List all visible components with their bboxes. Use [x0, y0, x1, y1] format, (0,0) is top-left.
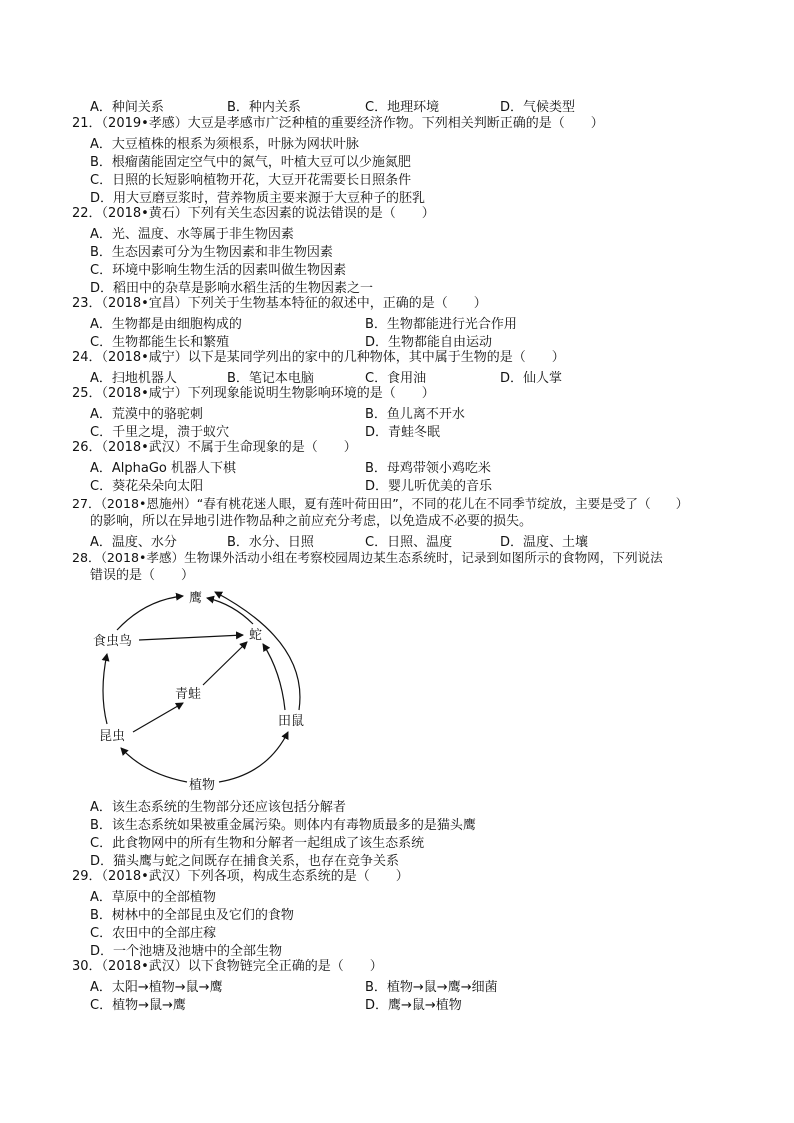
q30-option-a: A．太阳→植物→鼠→鹰	[90, 980, 223, 995]
q24-option-d: D．仙人掌	[500, 371, 563, 386]
q28-option-c: C．此食物网中的所有生物和分解者一起组成了该生态系统	[90, 836, 425, 851]
q25-option-c: C．千里之堤，溃于蚁穴	[90, 425, 230, 440]
q22-stem: 22．（2018•黄石）下列有关生态因素的说法错误的是（ ）	[72, 206, 435, 221]
q20-option-a: A．种间关系	[90, 100, 164, 115]
q29-option-c: C．农田中的全部庄稼	[90, 926, 217, 941]
q23-option-b: B．生物都能进行光合作用	[365, 317, 517, 332]
q23-option-d: D．生物都能自由运动	[365, 335, 493, 350]
arrow-insect-to-bird	[103, 654, 107, 724]
q27-stem-continued: 的影响，所以在异地引进作物品种之前应充分考虑，以免造成不必要的损失。	[90, 514, 533, 529]
arrow-bird-to-hawk	[117, 596, 183, 630]
q30-option-b: B．植物→鼠→鹰→细菌	[365, 980, 498, 995]
arrow-insect-to-frog	[133, 703, 183, 732]
q28-stem: 28．（2018•孝感）生物课外活动小组在考察校园周边某生态系统时，记录到如图所示的食物网，下列说法	[72, 550, 663, 565]
q23-stem: 23．（2018•宜昌）下列关于生物基本特征的叙述中，正确的是（ ）	[72, 296, 487, 311]
arrow-plant-to-vole	[219, 732, 288, 782]
q27-option-b: B．水分、日照	[227, 535, 314, 550]
food-web-svg	[85, 582, 325, 797]
arrow-bird-to-snake	[139, 635, 243, 640]
q22-option-d: D．稻田中的杂草是影响水稻生活的生物因素之一	[90, 281, 374, 296]
arrow-frog-to-snake	[203, 642, 247, 685]
q26-stem: 26．（2018•武汉）不属于生命现象的是（ ）	[72, 440, 357, 455]
q24-option-a: A．扫地机器人	[90, 371, 177, 386]
q28-stem-continued: 错误的是（ ）	[90, 568, 195, 583]
node-snake: 蛇	[249, 628, 263, 643]
q28-option-b: B．该生态系统如果被重金属污染。则体内有毒物质最多的是猫头鹰	[90, 818, 476, 833]
q30-option-d: D．鹰→鼠→植物	[365, 998, 462, 1013]
q20-option-c: C．地理环境	[365, 100, 440, 115]
node-insectivorous-bird: 食虫鸟	[93, 634, 133, 649]
q30-option-c: C．植物→鼠→鹰	[90, 998, 186, 1013]
q29-stem: 29．（2018•武汉）下列各项，构成生态系统的是（ ）	[72, 869, 409, 884]
q20-option-b: B．种内关系	[227, 100, 301, 115]
q24-stem: 24．（2018•咸宁）以下是某同学列出的家中的几种物体，其中属于生物的是（ ）	[72, 350, 565, 365]
q26-option-b: B．母鸡带领小鸡吃米	[365, 461, 491, 476]
node-plant: 植物	[189, 778, 216, 793]
q27-option-d: D．温度、土壤	[500, 535, 589, 550]
q24-option-b: B．笔记本电脑	[227, 371, 314, 386]
node-vole: 田鼠	[278, 714, 305, 729]
q26-option-c: C．葵花朵朵向太阳	[90, 479, 204, 494]
q22-option-c: C．环境中影响生物生活的因素叫做生物因素	[90, 263, 347, 278]
node-frog: 青蛙	[175, 687, 202, 702]
q26-option-d: D．婴儿听优美的音乐	[365, 479, 493, 494]
q23-option-c: C．生物都能生长和繁殖	[90, 335, 230, 350]
q27-option-a: A．温度、水分	[90, 535, 177, 550]
node-hawk: 鹰	[189, 591, 203, 606]
q25-option-b: B．鱼儿离不开水	[365, 407, 465, 422]
q30-stem: 30．（2018•武汉）以下食物链完全正确的是（ ）	[72, 959, 383, 974]
q27-option-c: C．日照、温度	[365, 535, 453, 550]
node-insect: 昆虫	[99, 729, 126, 744]
q24-option-c: C．食用油	[365, 371, 427, 386]
q22-option-a: A．光、温度、水等属于非生物因素	[90, 227, 294, 242]
arrow-vole-to-snake	[263, 644, 285, 710]
q20-option-d: D．气候类型	[500, 100, 576, 115]
q22-option-b: B．生态因素可分为生物因素和非生物因素	[90, 245, 333, 260]
q29-option-a: A．草原中的全部植物	[90, 890, 216, 905]
q25-option-a: A．荒漠中的骆驼刺	[90, 407, 203, 422]
q21-stem: 21．（2019•孝感）大豆是孝感市广泛种植的重要经济作物。下列相关判断正确的是（ ）	[72, 116, 604, 131]
q28-option-d: D．猫头鹰与蛇之间既存在捕食关系，也存在竞争关系	[90, 854, 400, 869]
q23-option-a: A．生物都是由细胞构成的	[90, 317, 242, 332]
food-web-diagram	[85, 582, 325, 797]
q26-option-a: A．AlphaGo 机器人下棋	[90, 461, 237, 476]
q21-option-a: A．大豆植株的根系为须根系，叶脉为网状叶脉	[90, 137, 359, 152]
q21-option-d: D．用大豆磨豆浆时，营养物质主要来源于大豆种子的胚乳	[90, 191, 426, 206]
q25-stem: 25．（2018•咸宁）下列现象能说明生物影响环境的是（ ）	[72, 386, 435, 401]
q27-stem: 27．（2018•恩施州）“春有桃花迷人眼，夏有莲叶荷田田”，不同的花儿在不同季节绽放，主要是受了（ ）	[72, 496, 689, 511]
q21-option-b: B．根瘤菌能固定空气中的氮气，叶植大豆可以少施氮肥	[90, 155, 411, 170]
q28-option-a: A．该生态系统的生物部分还应该包括分解者	[90, 800, 346, 815]
arrow-plant-to-insect	[121, 748, 187, 782]
q21-option-c: C．日照的长短影响植物开花，大豆开花需要长日照条件	[90, 173, 412, 188]
q29-option-b: B．树林中的全部昆虫及它们的食物	[90, 908, 294, 923]
arrow-vole-to-hawk	[215, 592, 300, 710]
q29-option-d: D．一个池塘及池塘中的全部生物	[90, 944, 283, 959]
q25-option-d: D．青蛙冬眠	[365, 425, 441, 440]
